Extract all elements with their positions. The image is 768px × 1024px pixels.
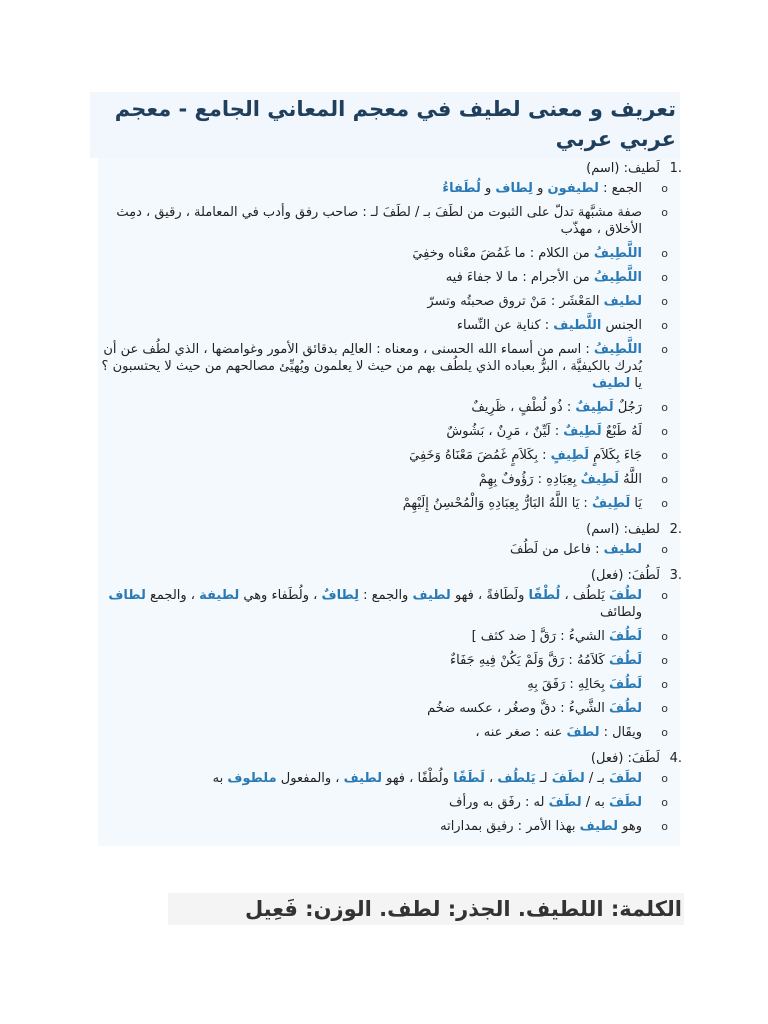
definition-item: [98, 628, 642, 645]
highlighted-term: اللَّطيف: [553, 318, 602, 333]
highlighted-term: اللَّطِيفُ: [593, 270, 642, 285]
section-number: 1.: [669, 161, 682, 176]
definition-text: : بِكَلاَمٍ غَمُضَ مَعْنَاهُ وَخَفِيَ: [409, 448, 551, 463]
definition-text: صفة مشبَّهة تدلّ على الثبوت من لطَفَ بـ / لطَفَ لـ : صاحب رفق وأدب في المعاملة ، رقيق ، دمِث الأخلاق ، مهذّب: [116, 205, 642, 237]
definition-text: ويقَال :: [599, 725, 642, 740]
section-heading: لَطَفَ: (فعل): [590, 751, 660, 766]
definition-section: [98, 565, 682, 741]
definitions-panel: [98, 158, 680, 846]
definition-list: [98, 587, 660, 741]
highlighted-term: لطيف: [591, 376, 631, 391]
highlighted-term: لَطُفَ: [608, 653, 642, 668]
definition-text: و: [480, 181, 496, 196]
definition-text: ولُطْفًا ، فهو: [381, 771, 454, 786]
definition-text: رَجُلٌ: [613, 400, 642, 415]
definition-text: الشَّيءُ : دقَّ وصغُر ، عكسه ضخُم: [427, 701, 609, 716]
article: [90, 92, 680, 846]
section-number: 2.: [669, 522, 682, 537]
highlighted-term: يَلطُف: [497, 771, 536, 786]
definition-text: المَعْشَر : مَنْ تروق صحبتُه وتسرّ: [427, 294, 604, 309]
definition-list: [98, 541, 660, 558]
definition-text: من الكلام : ما غَمُضَ معْناه وخفِيَ: [412, 246, 594, 261]
definition-text: جَاءَ بِكَلاَمٍ: [589, 448, 642, 463]
definition-text: يَا: [630, 496, 642, 511]
definition-item: [98, 587, 642, 621]
definition-text: : فاعل من لَطُفَ: [510, 542, 604, 557]
definition-text: الجنس: [601, 318, 642, 333]
definition-item: [98, 269, 642, 286]
definition-item: [98, 794, 642, 811]
highlighted-term: لطيف: [412, 588, 451, 603]
definition-item: [98, 317, 642, 334]
highlighted-term: لطيف: [603, 294, 642, 309]
definition-item: [98, 341, 642, 392]
highlighted-term: لُطْفًا: [528, 588, 561, 603]
definition-text: بِعِبَادِهِ : رَؤُوفٌ بِهِمْ: [478, 472, 581, 487]
highlighted-term: لطيفة: [199, 588, 240, 603]
highlighted-term: لطُفَ: [608, 588, 642, 603]
definition-item: [98, 471, 642, 488]
definition-item: [98, 724, 642, 741]
definition-text: اللَّهُ: [619, 472, 642, 487]
highlighted-term: لطاف: [108, 588, 146, 603]
definition-item: [98, 676, 642, 693]
definition-text: : يَا اللَّهُ البَارُّ بِعِبَادِهِ وَالْمُحْسِنُ إِلَيْهِمْ: [402, 496, 592, 511]
highlighted-term: لطيف: [343, 771, 382, 786]
definition-list: [98, 180, 660, 512]
definition-text: الجمع :: [598, 181, 642, 196]
highlighted-term: لَطِيفٍ: [550, 448, 590, 463]
section-heading: لطيف: (اسم): [586, 522, 660, 537]
definition-text: عنه : صغر عنه ،: [475, 725, 567, 740]
highlighted-term: اللَّطِيفُ: [593, 246, 642, 261]
highlighted-term: لَطَفًا: [453, 771, 485, 786]
definition-section: [98, 158, 682, 512]
highlighted-term: لِطافٌ: [321, 588, 360, 603]
highlighted-term: لطفَ: [566, 725, 600, 740]
section-heading: لَطُفَ: (فعل): [590, 568, 660, 583]
section-heading: لَطيف: (اسم): [586, 161, 660, 176]
definition-sections: [98, 158, 680, 835]
definition-item: [98, 652, 642, 669]
definition-text: : لَيِّنٌ ، مَرِنٌ ، بَشُوشٌ: [446, 424, 564, 439]
definition-text: : ذُو لُطْفٍ ، ظَرِيفٌ: [471, 400, 576, 415]
definition-text: و: [532, 181, 548, 196]
definition-text: بـ /: [584, 771, 609, 786]
section-number: 3.: [669, 568, 682, 583]
highlighted-term: لطيف: [579, 819, 619, 834]
definition-item: [98, 818, 642, 835]
definition-item: [98, 770, 642, 787]
definition-item: [98, 700, 642, 717]
highlighted-term: لَطِيفٌ: [580, 472, 620, 487]
definition-text: له : رفَق به ورأف: [449, 795, 549, 810]
definition-text: به /: [581, 795, 609, 810]
highlighted-term: لَطِيفُ: [591, 496, 631, 511]
section-number: 4.: [669, 751, 682, 766]
definition-section: [98, 519, 682, 558]
definition-text: : اسم من أسماء الله الحسنى ، ومعناه : العالِم بدقائق الأمور وغوامضها ، الذي لطُف عن أن يُدرك بالكيفيَّة ، البرُّ بعباده الذي يلطُف بهم من حيث لا يعلمون ويُهيِّئ مصالحهم من حيث لا يحتسبون ؟ يا: [101, 342, 642, 391]
definition-text: من الأجرام : ما لا جفاءَ فيه: [445, 270, 594, 285]
definition-text: : كناية عن النِّساء: [456, 318, 554, 333]
definition-item: [98, 423, 642, 440]
definition-text: وهو: [618, 819, 642, 834]
highlighted-term: لطَفَ: [551, 771, 585, 786]
definition-text: والجمع :: [359, 588, 413, 603]
word-info-footer: الكلمة: اللطيف. الجذر: لطف. الوزن: فَعِيل: [168, 893, 684, 925]
definition-text: الشيءُ : رَقَّ [ ضد كثف ]: [471, 629, 609, 644]
definition-text: لـ: [535, 771, 552, 786]
highlighted-term: لطَفَ: [608, 795, 642, 810]
highlighted-term: ملطوف: [227, 771, 277, 786]
definition-text: ، والجمع: [145, 588, 200, 603]
definition-text: لَهُ طَبْعٌ: [601, 424, 642, 439]
highlighted-term: لِطاف: [495, 181, 533, 196]
definition-item: [98, 541, 642, 558]
highlighted-term: لَطُفَ: [608, 629, 642, 644]
highlighted-term: لطيفون: [547, 181, 599, 196]
definition-text: بِحَالِهِ : رَفَقَ بِهِ: [527, 677, 609, 692]
definition-item: [98, 245, 642, 262]
definition-item: [98, 399, 642, 416]
definition-text: ولطائف: [600, 605, 642, 620]
highlighted-term: لَطِيفٌ: [563, 424, 602, 439]
definition-text: كَلاَمُهُ : رَقَّ وَلَمْ يَكُنْ فِيهِ جَفَاءٌ: [450, 653, 609, 668]
definition-text: به: [212, 771, 228, 786]
highlighted-term: لَطُفَ: [608, 677, 642, 692]
highlighted-term: لطَفَ: [608, 771, 642, 786]
highlighted-term: لطَفَ: [548, 795, 582, 810]
highlighted-term: لطيف: [603, 542, 642, 557]
definition-section: [98, 748, 682, 835]
definition-item: [98, 447, 642, 464]
definition-list: [98, 770, 660, 835]
highlighted-term: اللَّطِيفُ: [593, 342, 642, 357]
highlighted-term: لطُفَ: [608, 701, 642, 716]
definition-item: [98, 293, 642, 310]
definition-item: [98, 495, 642, 512]
definition-text: بهذا الأمر : رفيق بمداراته: [440, 819, 580, 834]
definition-text: ،: [484, 771, 498, 786]
definition-item: [98, 204, 642, 238]
definition-text: ، والمفعول: [276, 771, 344, 786]
definition-item: [98, 180, 642, 197]
page-title: تعريف و معنى لطيف في معجم المعاني الجامع - معجم عربي عربي: [90, 92, 680, 158]
definition-text: ، ولُطَفاء وهي: [239, 588, 322, 603]
definition-text: ولَطَافةً ، فهو: [450, 588, 529, 603]
highlighted-term: لُطَفاءُ: [442, 181, 481, 196]
highlighted-term: لَطِيفٌ: [575, 400, 614, 415]
definition-text: يَلطُف ،: [560, 588, 609, 603]
